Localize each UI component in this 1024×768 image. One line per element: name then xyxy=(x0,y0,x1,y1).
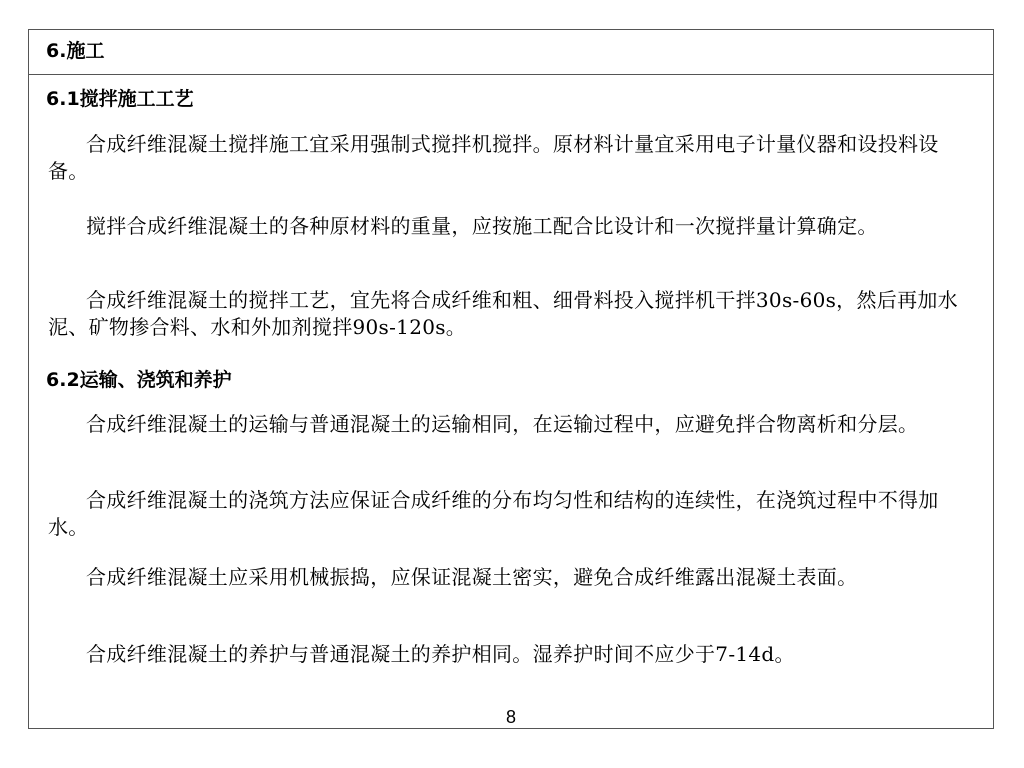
paragraph-mixing-equipment: 合成纤维混凝土搅拌施工宜采用强制式搅拌机搅拌。原材料计量宜采用电子计量仪器和设投料设备。 xyxy=(48,132,939,183)
paragraph-curing: 合成纤维混凝土的养护与普通混凝土的养护相同。湿养护时间不应少于7-14d。 xyxy=(86,642,795,666)
paragraph-mixing-weights: 搅拌合成纤维混凝土的各种原材料的重量，应按施工配合比设计和一次搅拌量计算确定。 xyxy=(86,214,878,238)
paragraph-mixing-process: 合成纤维混凝土的搅拌工艺，宜先将合成纤维和粗、细骨料投入搅拌机干拌30s-60s，然后再加水泥、矿物掺合料、水和外加剂搅拌90s-120s。 xyxy=(48,288,958,339)
slide-frame xyxy=(28,29,994,729)
page-number: 8 xyxy=(505,707,516,727)
paragraph-vibration: 合成纤维混凝土应采用机械振捣，应保证混凝土密实，避免合成纤维露出混凝土表面。 xyxy=(86,565,858,589)
subsection-heading-mixing: 6.1搅拌施工工艺 xyxy=(46,88,194,110)
title-bar xyxy=(29,30,993,75)
subsection-heading-transport: 6.2运输、浇筑和养护 xyxy=(46,369,232,391)
paragraph-pouring: 合成纤维混凝土的浇筑方法应保证合成纤维的分布均匀性和结构的连续性，在浇筑过程中不得加水。 xyxy=(48,488,939,539)
paragraph-transport: 合成纤维混凝土的运输与普通混凝土的运输相同，在运输过程中，应避免拌合物离析和分层。 xyxy=(86,412,919,436)
section-title: 6.施工 xyxy=(46,40,105,62)
